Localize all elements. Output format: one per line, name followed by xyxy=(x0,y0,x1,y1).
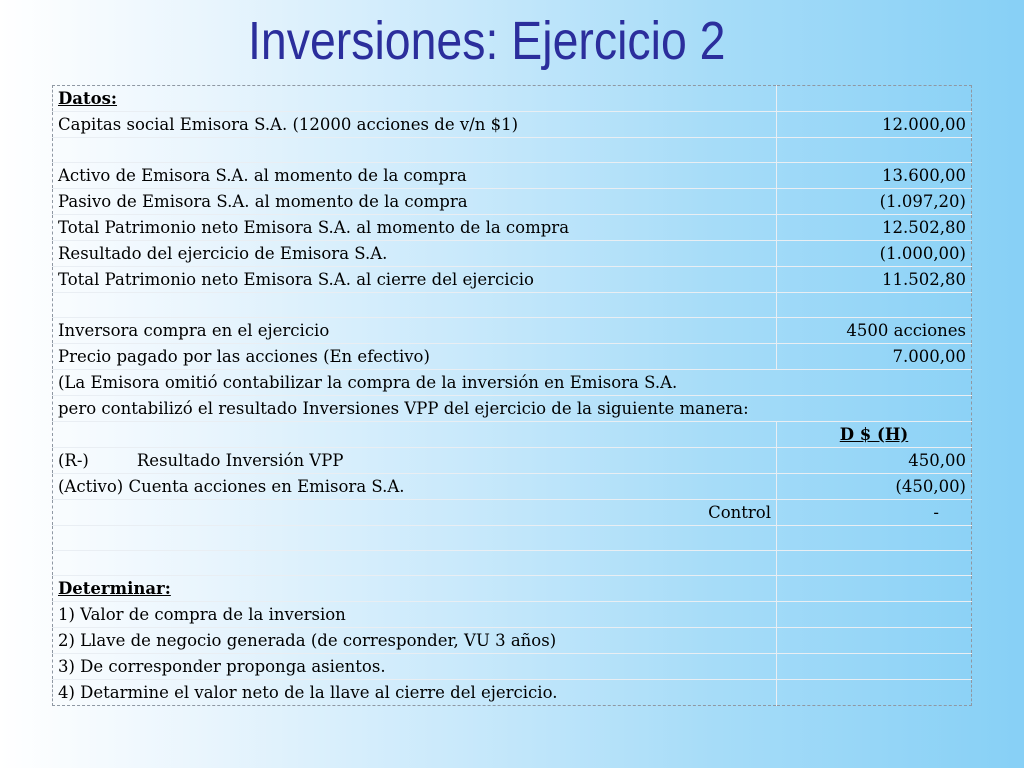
question-3: 3) De corresponder proponga asientos. xyxy=(53,654,777,680)
asiento-2-label: (Activo) Cuenta acciones en Emisora S.A. xyxy=(53,474,777,500)
resultado-label: Resultado del ejercicio de Emisora S.A. xyxy=(53,241,777,267)
empty-cell xyxy=(53,138,777,163)
table-row xyxy=(53,576,972,602)
empty-cell xyxy=(53,422,777,448)
empty-cell xyxy=(777,526,972,551)
datos-header: Datos: xyxy=(53,86,777,112)
pn-cierre-label: Total Patrimonio neto Emisora S.A. al cierre del ejercicio xyxy=(53,267,777,293)
empty-cell xyxy=(53,551,777,576)
resultado-value: (1.000,00) xyxy=(777,241,972,267)
control-value: - xyxy=(777,500,972,526)
table-row xyxy=(53,267,972,293)
asiento-1-label: Resultado Inversión VPP xyxy=(136,451,344,470)
table-row xyxy=(53,500,972,526)
table-row xyxy=(53,112,972,138)
table-row xyxy=(53,189,972,215)
asiento-2-value: (450,00) xyxy=(777,474,972,500)
table-row xyxy=(53,551,972,576)
empty-cell xyxy=(53,293,777,318)
table-row xyxy=(53,215,972,241)
table-row xyxy=(53,396,972,422)
pasivo-label: Pasivo de Emisora S.A. al momento de la compra xyxy=(53,189,777,215)
activo-label: Activo de Emisora S.A. al momento de la compra xyxy=(53,163,777,189)
table-row xyxy=(53,293,972,318)
activo-value: 13.600,00 xyxy=(777,163,972,189)
slide-title: Inversiones: Ejercicio 2 xyxy=(248,11,726,71)
empty-cell xyxy=(777,293,972,318)
table-row xyxy=(53,422,972,448)
table-row xyxy=(53,602,972,628)
pn-compra-value: 12.502,80 xyxy=(777,215,972,241)
capital-label: Capitas social Emisora S.A. (12000 acciones de v/n $1) xyxy=(53,112,777,138)
table-row xyxy=(53,448,972,474)
pn-cierre-value: 11.502,80 xyxy=(777,267,972,293)
precio-value: 7.000,00 xyxy=(777,344,972,370)
pn-compra-label: Total Patrimonio neto Emisora S.A. al momento de la compra xyxy=(53,215,777,241)
asiento-1-cell xyxy=(53,448,777,474)
data-table xyxy=(52,85,972,706)
empty-cell xyxy=(53,526,777,551)
question-1: 1) Valor de compra de la inversion xyxy=(53,602,777,628)
empty-cell xyxy=(777,138,972,163)
table-row xyxy=(53,370,972,396)
question-2: 2) Llave de negocio generada (de corresponder, VU 3 años) xyxy=(53,628,777,654)
inversora-label: Inversora compra en el ejercicio xyxy=(53,318,777,344)
inversora-value: 4500 acciones xyxy=(777,318,972,344)
empty-cell xyxy=(777,654,972,680)
precio-label: Precio pagado por las acciones (En efectivo) xyxy=(53,344,777,370)
table-row xyxy=(53,344,972,370)
asiento-1-prefix: (R-) xyxy=(58,451,89,470)
pasivo-value: (1.097,20) xyxy=(777,189,972,215)
table-row xyxy=(53,163,972,189)
table-row xyxy=(53,474,972,500)
table-row xyxy=(53,241,972,267)
table-row xyxy=(53,526,972,551)
debe-haber-header: D $ (H) xyxy=(777,422,972,448)
table-row xyxy=(53,654,972,680)
note-line-1: (La Emisora omitió contabilizar la compra de la inversión en Emisora S.A. xyxy=(53,370,972,396)
empty-cell xyxy=(777,680,972,706)
table-row xyxy=(53,86,972,112)
empty-cell xyxy=(777,551,972,576)
table-row xyxy=(53,628,972,654)
table-row xyxy=(53,680,972,706)
empty-cell xyxy=(777,576,972,602)
table-row xyxy=(53,138,972,163)
question-4: 4) Detarmine el valor neto de la llave al cierre del ejercicio. xyxy=(53,680,777,706)
note-line-2: pero contabilizó el resultado Inversiones VPP del ejercicio de la siguiente manera: xyxy=(53,396,972,422)
asiento-1-value: 450,00 xyxy=(777,448,972,474)
capital-value: 12.000,00 xyxy=(777,112,972,138)
empty-cell xyxy=(777,602,972,628)
empty-cell xyxy=(777,628,972,654)
control-label: Control xyxy=(53,500,777,526)
table-row xyxy=(53,318,972,344)
determinar-header: Determinar: xyxy=(53,576,777,602)
empty-cell xyxy=(777,86,972,112)
